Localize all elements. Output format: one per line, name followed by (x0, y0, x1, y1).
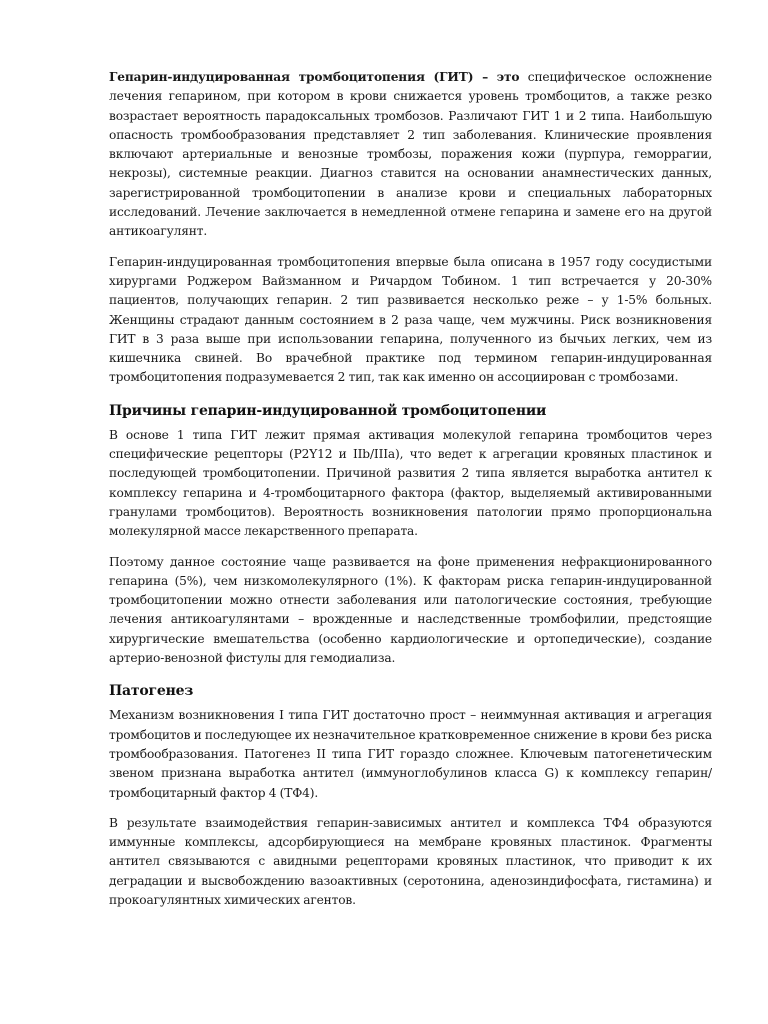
causes-paragraph-1: В основе 1 типа ГИТ лежит прямая активация молекулой гепарина тромбоцитов через специфические рецепторы (P2Y12 и IIb/IIIa), что ведет к агрегации кровяных пластинок и последующей тромбоцитопении. Причиной развития 2 типа является выработка антител к комплексу гепарина и 4-тромбоцитарного фактора (фактор, выделяемый активированными гранулами тромбоцитов). Вероятность возникновения патологии прямо пропорциональна молекулярной массе лекарственного препарата. (109, 427, 712, 539)
intro-paragraph-2: Гепарин-индуцированная тромбоцитопения впервые была описана в 1957 году сосудистыми хирургами Роджером Вайзманном и Ричардом Тобином. 1 тип встречается у 20-30% пациентов, получающих гепарин. 2 тип развивается несколько реже – у 1-5% больных. Женщины страдают данным состоянием в 2 раза чаще, чем мужчины. Риск возникновения ГИТ в 3 раза выше при использовании гепарина, полученного из бычьих легких, чем из кишечника свиней. Во врачебной практике под термином гепарин-индуцированная тромбоцитопения подразумевается 2 тип, так как именно он ассоциирован с тромбозами. (109, 254, 712, 385)
intro-lead-term: Гепарин-индуцированная тромбоцитопения (ГИТ) – это (109, 70, 520, 84)
intro-paragraph-1-text: специфическое осложнение лечения гепарином, при котором в крови снижается уровень тромбоцитов, а также резко возрастает вероятность парадоксальных тромбозов. Различают ГИТ 1 и 2 типа. Наибольшую опасность тромбообразования представляет 2 тип заболевания. Клинические проявления включают артериальные и венозные тромбозы, поражения кожи (пурпура, геморрагии, некрозы), системные реакции. Диагноз ставится на основании анамнестических данных, зарегистрированной тромбоцитопении в анализе крови и специальных лабораторных исследований. Лечение заключается в немедленной отмене гепарина и замене его на другой антикоагулянт. (109, 70, 712, 239)
causes-heading: Причины гепарин-индуцированной тромбоцитопении (109, 402, 547, 419)
intro-section (109, 68, 712, 388)
intro-paragraph-1 (109, 68, 712, 242)
causes-paragraph-2: Поэтому данное состояние чаще развивается на фоне применения нефракционированного гепарина (5%), чем низкомолекулярного (1%). К факторам риска гепарин-индуцированной тромбоцитопении можно отнести заболевания или патологические состояния, требующие лечения антикоагулянтами – врожденные и наследственные тромбофилии, предстоящие хирургические вмешательства (особенно кардиологические и ортопедические), создание артерио-венозной фистулы для гемодиализа. (109, 554, 712, 666)
pathogenesis-heading: Патогенез (109, 683, 194, 700)
causes-section (109, 402, 712, 669)
document-page (109, 68, 712, 1008)
pathogenesis-paragraph-1: Механизм возникновения I типа ГИТ достаточно прост – неиммунная активация и агрегация тромбоцитов и последующее их незначительное кратковременное снижение в крови без риска тромбообразования. Патогенез II типа ГИТ гораздо сложнее. Ключевым патогенетическим звеном признана выработка антител (иммуноглобулинов класса G) к комплексу гепарин/тромбоцитарный фактор 4 (ТФ4). (109, 708, 712, 800)
pathogenesis-paragraph-2: В результате взаимодействия гепарин-зависимых антител и комплекса ТФ4 образуются иммунные комплексы, адсорбирующиеся на мембране кровяных пластинок. Фрагменты антител связываются с авидными рецепторами кровяных пластинок, что приводит к их деградации и высвобождению вазоактивных (серотонина, аденозиндифосфата, гистамина) и прокоагулянтных химических агентов. (109, 815, 712, 907)
pathogenesis-section (109, 682, 712, 910)
